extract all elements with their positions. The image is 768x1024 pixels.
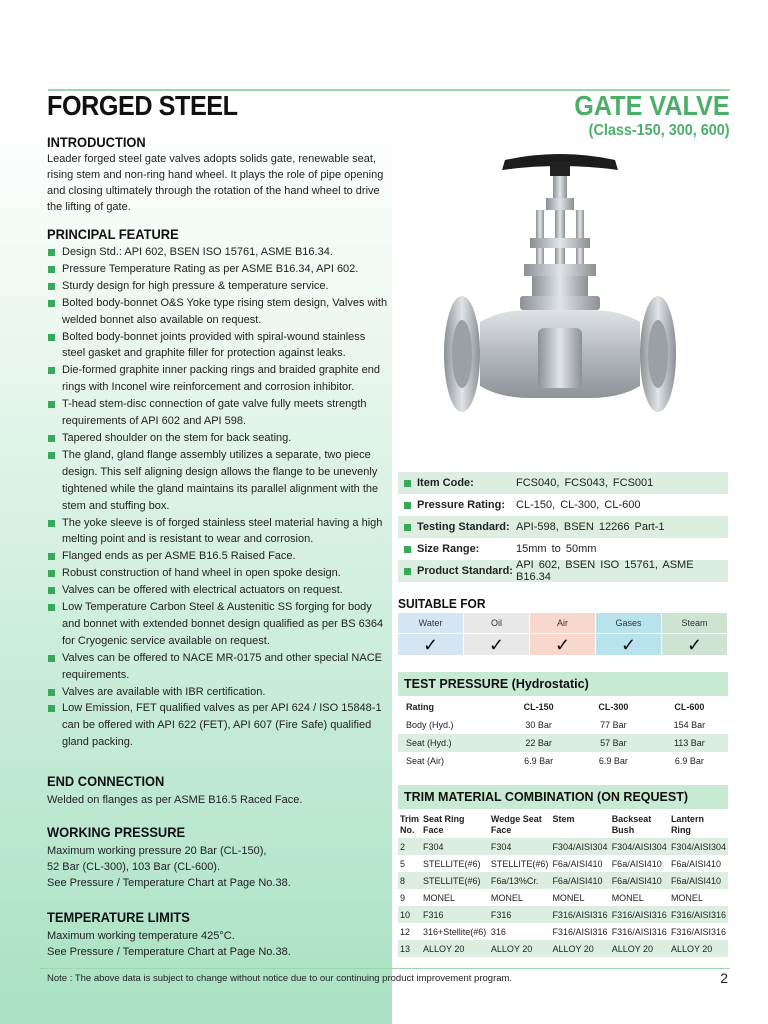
- spec-row: [398, 560, 728, 582]
- product-title: GATE VALVE: [574, 90, 730, 121]
- table-cell: 113 Bar: [673, 738, 705, 748]
- table-cell: STELLITE(#6): [423, 858, 481, 869]
- column-header: Trim No.: [400, 814, 420, 835]
- table-cell: 77 Bar: [600, 720, 627, 730]
- medium-check: [464, 633, 530, 655]
- gate-valve-product-photo: [440, 150, 680, 460]
- feature-item: Bolted body-bonnet joints provided with spiral-wound stainless steel gasket and graphite filler for protection against leaks.: [47, 329, 389, 363]
- checkmark-icon: ✓: [422, 634, 439, 655]
- table-cell: 13: [400, 943, 411, 954]
- feature-item: Die-formed graphite inner packing rings and braided graphite end rings with Inconel wire reinforcement and corrosion inhibitor.: [47, 362, 389, 396]
- feature-item: Low Emission, FET qualified valves as per API 624 / ISO 15848-1 can be offered with API 622 (FET), API 607 (Fire Safe) qualified gland packing.: [47, 700, 389, 751]
- test-pressure-heading: TEST PRESSURE (Hydrostatic): [398, 672, 728, 696]
- table-cell: MONEL: [490, 892, 523, 903]
- spec-value: 15mm to 50mm: [516, 543, 597, 555]
- medium-label: Water: [398, 613, 464, 633]
- trim-table: [398, 810, 728, 957]
- trim-heading: TRIM MATERIAL COMBINATION (ON REQUEST): [398, 785, 728, 809]
- column-header: Lantern Ring: [670, 814, 704, 835]
- feature-item: T-head stem-disc connection of gate valve fully meets strength requirements of API 602 and API 598.: [47, 396, 389, 430]
- table-row: [398, 872, 728, 889]
- spec-label: [398, 565, 516, 577]
- table-cell: ALLOY 20: [670, 943, 713, 954]
- feature-item: The yoke sleeve is of forged stainless steel material having a high melting point and is resistant to wear and corrosion.: [47, 515, 389, 549]
- bullet-square-icon: [404, 502, 411, 509]
- table-cell: F304/AISI304: [670, 841, 726, 852]
- table-cell: 6.9 Bar: [524, 756, 554, 766]
- table-row: [398, 889, 728, 906]
- column-header: Stem: [552, 814, 575, 824]
- test-pressure-table: [398, 698, 728, 770]
- spec-row: [398, 538, 728, 560]
- medium-label: Steam: [662, 613, 728, 633]
- table-cell: F316: [423, 909, 444, 920]
- table-cell: F6a/AISI410: [552, 875, 603, 886]
- end-connection-heading: END CONNECTION: [47, 773, 165, 789]
- working-pressure-line: 52 Bar (CL-300), 103 Bar (CL-600).: [47, 861, 221, 873]
- spec-label-text: Item Code:: [417, 477, 474, 489]
- spec-label-text: Product Standard:: [417, 565, 513, 577]
- table-row: [398, 838, 728, 855]
- table-cell: STELLITE(#6): [423, 875, 481, 886]
- working-pressure-heading: WORKING PRESSURE: [47, 824, 186, 840]
- spec-label-text: Testing Standard:: [417, 521, 510, 533]
- suitable-for-heading: SUITABLE FOR: [398, 596, 486, 611]
- column-header: CL-150: [523, 702, 554, 712]
- feature-item: Valves are available with IBR certification.: [47, 684, 389, 701]
- table-cell: F316: [490, 909, 512, 920]
- spec-value: CL-150, CL-300, CL-600: [516, 499, 641, 511]
- suitable-for-grid: [398, 613, 728, 655]
- table-cell: MONEL: [611, 892, 644, 903]
- feature-item: Valves can be offered with electrical actuators on request.: [47, 582, 389, 599]
- bullet-square-icon: [404, 480, 411, 487]
- table-cell: 316: [490, 926, 506, 937]
- table-cell: ALLOY 20: [552, 943, 594, 954]
- table-cell: F6a/AISI410: [611, 858, 662, 869]
- temperature-line: Maximum working temperature 425°C.: [47, 930, 235, 942]
- table-cell: ALLOY 20: [423, 943, 465, 954]
- feature-item: Bolted body-bonnet O&S Yoke type rising stem design, Valves with welded bonnet also available on request.: [47, 295, 389, 329]
- end-connection-text: Welded on flanges as per ASME B16.5 Raced Face.: [47, 794, 303, 806]
- table-cell: 57 Bar: [600, 738, 627, 748]
- feature-item: Robust construction of hand wheel in open spoke design.: [47, 565, 389, 582]
- table-cell: F304/AISI304: [611, 841, 667, 852]
- spec-value: API-598, BSEN 12266 Part-1: [516, 521, 665, 533]
- table-row: [398, 716, 728, 734]
- table-cell: 5: [400, 858, 406, 869]
- medium-label: Gases: [596, 613, 662, 633]
- feature-item: Tapered shoulder on the stem for back seating.: [47, 430, 389, 447]
- medium-check: [398, 633, 464, 655]
- temperature-limits-heading: TEMPERATURE LIMITS: [47, 909, 190, 925]
- spec-value: API 602, BSEN ISO 15761, ASME B16.34: [516, 559, 694, 583]
- column-header: Rating: [406, 702, 434, 712]
- table-cell: 316+Stellite(#6): [423, 926, 487, 937]
- table-cell: Seat (Hyd.): [406, 738, 452, 748]
- table-cell: F304/AISI304: [552, 841, 608, 852]
- feature-item: Low Temperature Carbon Steel & Austenitic SS forging for body and bonnet with extended bonnet design qualified as per BS 6364 for Cryogenic service available on request.: [47, 599, 389, 650]
- bottom-rule: [40, 968, 730, 969]
- table-cell: 30 Bar: [525, 720, 552, 730]
- table-cell: MONEL: [423, 892, 456, 903]
- bullet-square-icon: [404, 524, 411, 531]
- table-cell: F304: [490, 841, 512, 852]
- working-pressure-text: [47, 843, 291, 891]
- checkmark-icon: ✓: [554, 634, 571, 655]
- medium-check: [596, 633, 662, 655]
- product-subtitle: (Class-150, 300, 600): [589, 122, 730, 139]
- table-row: [398, 923, 728, 940]
- feature-item: Valves can be offered to NACE MR-0175 and other special NACE requirements.: [47, 650, 389, 684]
- column-header: CL-300: [598, 702, 629, 712]
- principal-feature-heading: PRINCIPAL FEATURE: [47, 226, 179, 242]
- table-row: [398, 752, 728, 770]
- table-cell: 2: [400, 841, 406, 852]
- working-pressure-line: See Pressure / Temperature Chart at Page No.38.: [47, 877, 291, 889]
- spec-row: [398, 494, 728, 516]
- table-cell: F6a/AISI410: [611, 875, 662, 886]
- spec-label: [398, 477, 516, 489]
- table-cell: F6a/13%Cr.: [490, 875, 539, 886]
- table-row: [398, 940, 728, 957]
- table-cell: F316/AISI316: [670, 909, 726, 920]
- checkmark-icon: ✓: [620, 634, 637, 655]
- temperature-line: See Pressure / Temperature Chart at Page No.38.: [47, 946, 291, 958]
- feature-item: Flanged ends as per ASME B16.5 Raised Face.: [47, 548, 389, 565]
- table-cell: ALLOY 20: [611, 943, 654, 954]
- medium-check: [530, 633, 596, 655]
- table-cell: F6a/AISI410: [670, 875, 721, 886]
- table-cell: MONEL: [670, 892, 703, 903]
- table-cell: F316/AISI316: [552, 909, 608, 920]
- table-cell: ALLOY 20: [490, 943, 533, 954]
- checkmark-icon: ✓: [686, 634, 703, 655]
- column-header: Backseat Bush: [611, 814, 652, 835]
- spec-row: [398, 516, 728, 538]
- working-pressure-line: Maximum working pressure 20 Bar (CL-150),: [47, 845, 267, 857]
- introduction-heading: INTRODUCTION: [47, 134, 146, 150]
- checkmark-icon: ✓: [488, 634, 505, 655]
- spec-row: [398, 472, 728, 494]
- table-cell: MONEL: [552, 892, 585, 903]
- spec-label: [398, 543, 516, 555]
- table-cell: F316/AISI316: [670, 926, 726, 937]
- page-title: FORGED STEEL: [47, 90, 238, 121]
- table-row: [398, 855, 728, 872]
- feature-list: [47, 244, 389, 751]
- table-cell: 154 Bar: [673, 720, 706, 730]
- table-cell: STELLITE(#6): [490, 858, 549, 869]
- table-cell: F316/AISI316: [611, 909, 667, 920]
- medium-label: Air: [530, 613, 596, 633]
- column-header: Wedge Seat Face: [490, 814, 542, 835]
- table-cell: 6.9 Bar: [674, 756, 704, 766]
- table-cell: 22 Bar: [525, 738, 552, 748]
- table-cell: 9: [400, 892, 406, 903]
- feature-item: Design Std.: API 602, BSEN ISO 15761, ASME B16.34.: [47, 244, 389, 261]
- medium-check: [662, 633, 728, 655]
- spec-label: [398, 499, 516, 511]
- introduction-text: Leader forged steel gate valves adopts solids gate, renewable seat, rising stem and non-ring hand wheel. It plays the role of pipe opening and closing ultimately through the rotation of the hand wheel to drive the lifting of gate.: [47, 153, 384, 213]
- bullet-square-icon: [404, 546, 411, 553]
- table-cell: 10: [400, 909, 411, 920]
- table-cell: 8: [400, 875, 406, 886]
- spec-label-text: Pressure Rating:: [417, 499, 506, 511]
- table-cell: F6a/AISI410: [670, 858, 721, 869]
- feature-item: Pressure Temperature Rating as per ASME B16.34, API 602.: [47, 261, 389, 278]
- spec-label: [398, 521, 516, 533]
- footer-note: Note : The above data is subject to change without notice due to our continuing product improvement program.: [47, 973, 513, 984]
- table-cell: F316/AISI316: [552, 926, 608, 937]
- table-cell: F316/AISI316: [611, 926, 667, 937]
- table-row: [398, 734, 728, 752]
- table-cell: 12: [400, 926, 411, 937]
- temperature-limits-text: [47, 928, 291, 960]
- column-header: Seat Ring Face: [423, 814, 465, 835]
- table-cell: 6.9 Bar: [598, 756, 628, 766]
- table-cell: Seat (Air): [406, 756, 445, 766]
- medium-label: Oil: [464, 613, 530, 633]
- column-header: CL-600: [674, 702, 705, 712]
- table-cell: Body (Hyd.): [406, 720, 454, 730]
- spec-value: FCS040, FCS043, FCS001: [516, 477, 654, 489]
- table-row: [398, 906, 728, 923]
- bullet-square-icon: [404, 568, 411, 575]
- feature-item: The gland, gland flange assembly utilizes a separate, two piece design. This self aligning design allows the flange to be unevenly tightened while the gland maintains its parallel alignment with the stem and stuffing box.: [47, 447, 389, 515]
- specifications-table: [398, 472, 728, 582]
- page-number: 2: [720, 970, 728, 986]
- table-cell: F304: [423, 841, 444, 852]
- spec-label-text: Size Range:: [417, 543, 480, 555]
- table-cell: F6a/AISI410: [552, 858, 603, 869]
- feature-item: Sturdy design for high pressure & temperature service.: [47, 278, 389, 295]
